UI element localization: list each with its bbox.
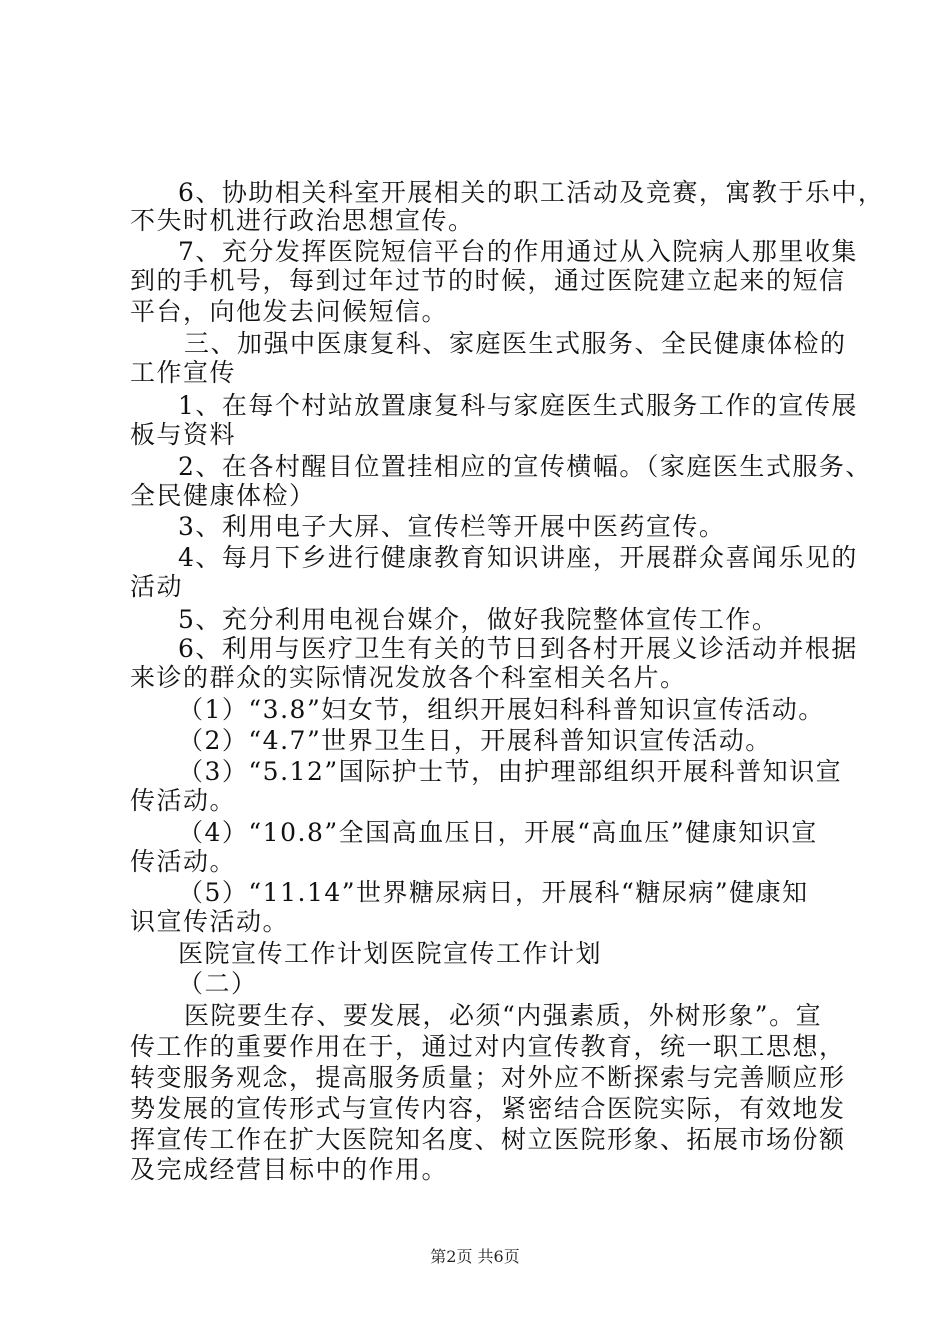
text-line: 2、在各村醒目位置挂相应的宣传横幅。（家庭医生式服务、 (178, 452, 872, 481)
text-line: （5）“11.14”世界糖尿病日，开展科“糖尿病”健康知 (178, 878, 809, 907)
text-line: 传工作的重要作用在于，通过对内宣传教育，统一职工思想， (130, 1032, 846, 1061)
text-line: 转变服务观念，提高服务质量；对外应不断探索与完善顺应形 (130, 1063, 846, 1092)
text-line: 来诊的群众的实际情况发放各个科室相关名片。 (130, 663, 687, 692)
text-line: 传活动。 (130, 786, 237, 815)
text-line: 医院宣传工作计划医院宣传工作计划 (178, 939, 603, 968)
text-line: 3、利用电子大屏、宣传栏等开展中医药宣传。 (178, 512, 726, 541)
text-line: （4）“10.8”全国高血压日，开展“高血压”健康知识宣 (178, 818, 818, 847)
text-line: 平台，向他发去问候短信。 (130, 297, 449, 326)
text-line: 识宣传活动。 (130, 907, 290, 936)
text-line: 三、加强中医康复科、家庭医生式服务、全民健康体检的 (184, 329, 847, 358)
text-line: 到的手机号，每到过年过节的时候，通过医院建立起来的短信 (130, 266, 846, 295)
text-line: （3）“5.12”国际护士节，由护理部组织开展科普知识宣 (178, 757, 843, 786)
text-line: 4、每月下乡进行健康教育知识讲座，开展群众喜闻乐见的 (178, 543, 858, 572)
text-line: （1）“3.8”妇女节，组织开展妇科科普知识宣传活动。 (178, 695, 825, 724)
text-line: 1、在每个村站放置康复科与家庭医生式服务工作的宣传展 (178, 391, 858, 420)
text-line: （二） (178, 969, 258, 998)
page-footer: 第2页 共6页 (430, 1247, 520, 1266)
text-line: 5、充分利用电视台媒介，做好我院整体宣传工作。 (178, 605, 779, 634)
text-line: 板与资料 (130, 420, 237, 449)
text-line: 全民健康体检） (130, 481, 316, 510)
text-line: 工作宣传 (130, 358, 237, 387)
text-line: 6、利用与医疗卫生有关的节日到各村开展义诊活动并根据 (178, 634, 858, 663)
text-line: 及完成经营目标中的作用。 (130, 1155, 449, 1184)
text-line: （2）“4.7”世界卫生日，开展科普知识宣传活动。 (178, 726, 772, 755)
text-line: 势发展的宣传形式与宣传内容，紧密结合医院实际，有效地发 (130, 1094, 846, 1123)
text-line: 传活动。 (130, 847, 237, 876)
text-line: 挥宣传工作在扩大医院知名度、树立医院形象、拓展市场份额 (130, 1125, 846, 1154)
text-line: 活动 (130, 572, 184, 601)
text-line: 不失时机进行政治思想宣传。 (130, 206, 475, 235)
text-line: 医院要生存、要发展，必须“内强素质，外树形象”。宣 (184, 1001, 823, 1030)
text-line: 7、充分发挥医院短信平台的作用通过从入院病人那里收集 (178, 237, 858, 266)
text-line: 6、协助相关科室开展相关的职工活动及竞赛，寓教于乐中， (178, 178, 885, 207)
